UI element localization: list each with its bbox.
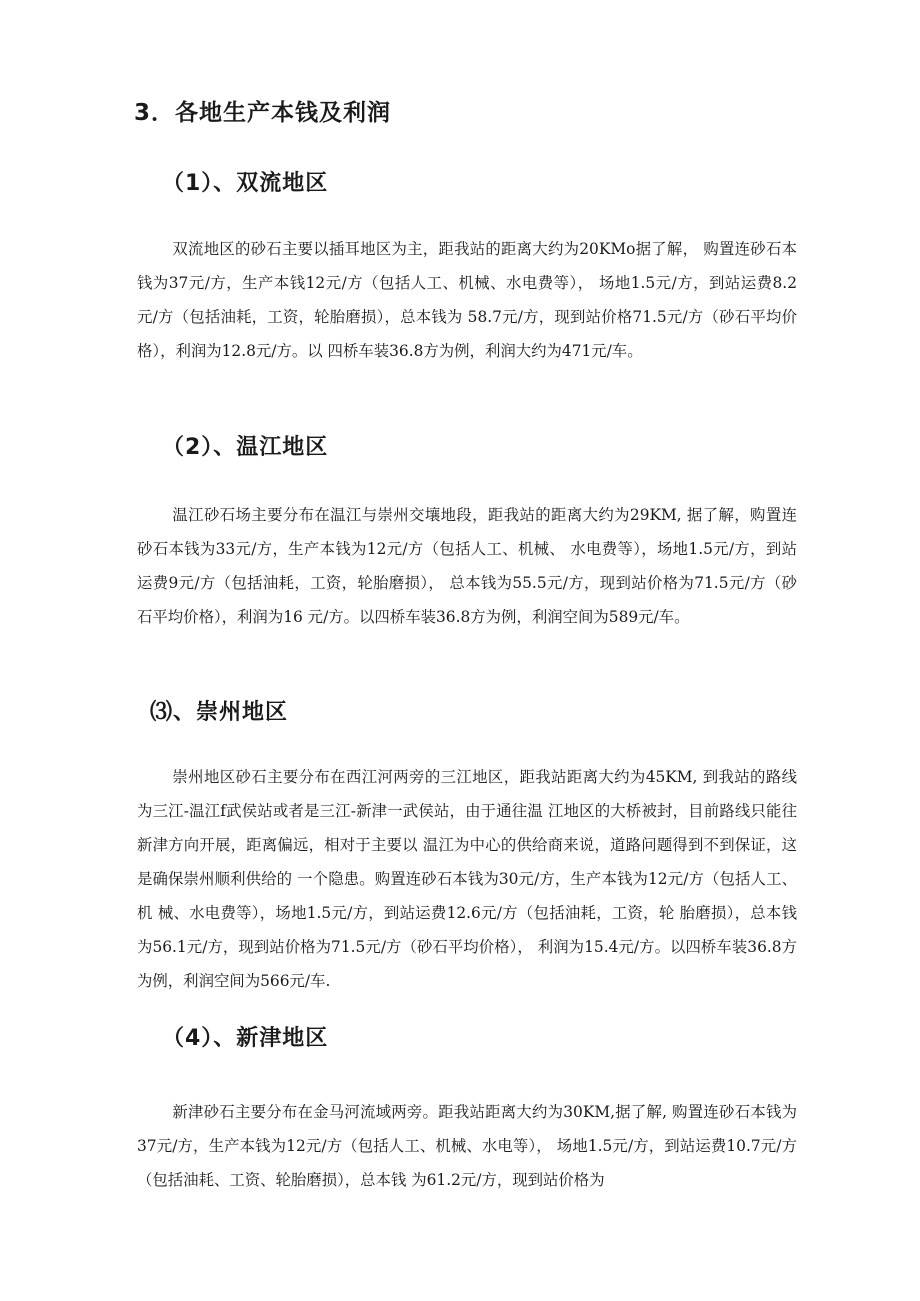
subsection-title-wenjiang: （2）、温江地区 — [162, 435, 329, 460]
paragraph-chongzhou: 崇州地区砂石主要分布在西江河两旁的三江地区，距我站距离大约为45KM, 到我站的路线为三江-温江f武侯站或者是三江-新津一武侯站，由于通往温 江地区的大桥被封，目前路线只能往新津方向开展，距离偏远，相对于主要以 温江为中心的供给商来说，道路问题得到不到保证，这是确保崇州顺利供给的 一个隐患。购置连砂石本钱为30元/方，生产本钱为12元/方（包括人工、机 械、水电费等），场地1.5元/方，到站运费12.6元/方（包括油耗，工资，轮 胎磨损），总本钱为56.1元/方，现到站价格为71.5元/方（砂石平均价格）， 利润为15.4元/方。以四桥车装36.8方为例，利润空间为566元/车. — [137, 768, 797, 990]
subsection-title-xinjin: （4）、新津地区 — [162, 1026, 329, 1051]
paragraph-shuangliu: 双流地区的砂石主要以插耳地区为主，距我站的距离大约为20KMo据了解， 购置连砂石本钱为37元/方，生产本钱12元/方（包括人工、机械、水电费等）， 场地1.5元/方，到站运费8.2元/方（包括油耗，工资，轮胎磨损），总本钱为 58.7元/方，现到站价格71.5元/方（砂石平均价格），利润为12.8元/方。以 四桥车装36.8方为例，利润大约为471元/车。 — [137, 240, 797, 360]
subsection-title-chongzhou: ⑶、崇州地区 — [150, 700, 289, 725]
paragraph-xinjin: 新津砂石主要分布在金马河流域两旁。距我站距离大约为30KM,据了解, 购置连砂石本钱为37元/方，生产本钱为12元/方（包括人工、机械、水电等）， 场地1.5元/方，到站运费10.7元/方（包括油耗、工资、轮胎磨损），总本钱 为61.2元/方，现到站价格为 — [137, 1103, 797, 1189]
section-heading: 3．各地生产本钱及利润 — [134, 100, 392, 126]
paragraph-wenjiang: 温江砂石场主要分布在温江与崇州交壤地段，距我站的距离大约为29KM, 据了解，购置连砂石本钱为33元/方，生产本钱为12元/方（包括人工、机械、 水电费等），场地1.5元/方，到站运费9元/方（包括油耗，工资，轮胎磨损）， 总本钱为55.5元/方，现到站价格为71.5元/方（砂石平均价格），利润为16 元/方。以四桥车装36.8方为例，利润空间为589元/车。 — [137, 506, 797, 626]
subsection-title-shuangliu: （1）、双流地区 — [162, 171, 329, 196]
